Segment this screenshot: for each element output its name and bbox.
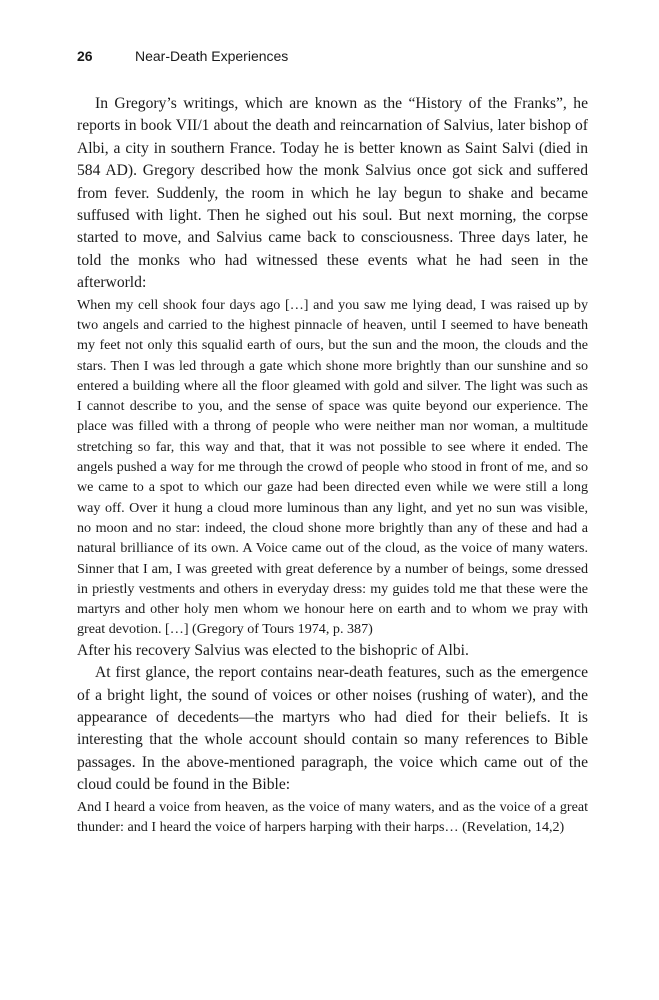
page-header (77, 47, 288, 65)
block-quote-2: And I heard a voice from heaven, as the voice of many waters, and as the voice of a great thunder: and I heard the voice of harpers harping with their harps… (Revelation, 14,2) (77, 798, 588, 835)
paragraph-2: After his recovery Salvius was elected to the bishopric of Albi. (77, 641, 469, 659)
running-title: Near-Death Experiences (135, 48, 289, 64)
paragraph-3: At first glance, the report contains near-death features, such as the emergence of a bright light, the sound of voices or other noises (rushing of water), and the appearance of decedents—the martyrs who had died for their beliefs. It is interesting that the whole account should contain so many references to Bible passages. In the above-mentioned paragraph, the voice which came out of the cloud could be found in the Bible: (77, 664, 588, 794)
main-text (77, 93, 588, 837)
block-quote-1: When my cell shook four days ago […] and you saw me lying dead, I was raised up by two angels and carried to the highest pinnacle of heaven, until I seemed to have beneath my feet not only this squalid earth of ours, but the sun and the moon, the clouds and the stars. Then I was led through a gate which shone more brightly than our sunshine and so entered a building where all the floor gleamed with gold and silver. The light was such as I cannot describe to you, and the sense of space was quite beyond our experience. The place was filled with a throng of people who were neither man nor woman, a multitude stretching so far, this way and that, that it was not possible to see where it ended. The angels pushed a way for me through the crowd of people who stood in front of me, and so we came to a spot to which our gaze had been directed even while we were still a long way off. Over it hung a cloud more luminous than any light, and yet no sun was visible, no moon and no star: indeed, the cloud shone more brightly than any of these and had a natural brilliance of its own. A Voice came out of the cloud, as the voice of many waters. Sinner that I am, I was greeted with great deference by a number of beings, some dressed in priestly vestments and others in everyday dress: my guides told me that these were the martyrs and other holy men whom we honour here on earth and to whom we pray with great devotion. […] (Gregory of Tours 1974, p. 387) (77, 296, 588, 638)
page-number: 26 (77, 48, 93, 64)
paragraph-1: In Gregory’s writings, which are known as the “History of the Franks”, he reports in book VII/1 about the death and reincarnation of Salvius, later bishop of Albi, a city in southern France. Today he is better known as Saint Salvi (died in 584 AD). Gregory described how the monk Salvius once got sick and suffered from fever. Suddenly, the room in which he lay begun to shake and became suffused with light. Then he sighed out his soul. But next morning, the corpse started to move, and Salvius came back to consciousness. Three days later, he told the monks who had witnessed these events what he had seen in the afterworld: (77, 95, 588, 292)
